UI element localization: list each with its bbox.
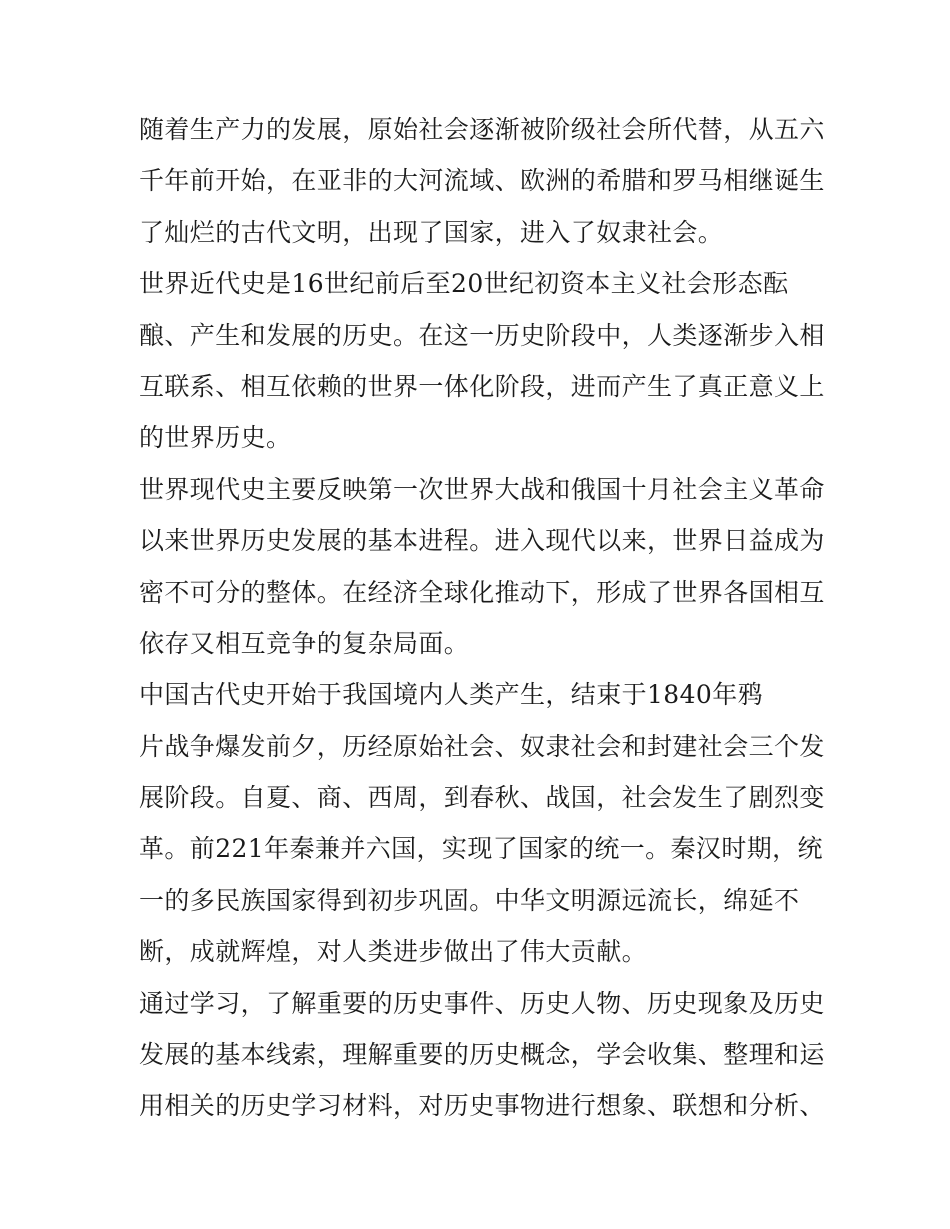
text-line: 世界近代史是16世纪前后至20世纪初资本主义社会形态酝 bbox=[139, 269, 789, 299]
text-line: 通过学习，了解重要的历史事件、历史人物、历史现象及历史 bbox=[139, 988, 825, 1018]
document-body bbox=[139, 104, 829, 1132]
text-line: 的世界历史。 bbox=[139, 423, 292, 453]
text-line: 展阶段。自夏、商、西周，到春秋、战国，社会发生了剧烈变 bbox=[139, 783, 825, 813]
text-line: 世界现代史主要反映第一次世界大战和俄国十月社会主义革命 bbox=[139, 474, 825, 504]
text-line: 了灿烂的古代文明，出现了国家，进入了奴隶社会。 bbox=[139, 217, 724, 247]
text-line: 断，成就辉煌，对人类进步做出了伟大贡献。 bbox=[139, 937, 648, 967]
text-line: 用相关的历史学习材料，对历史事物进行想象、联想和分析、 bbox=[139, 1091, 825, 1121]
text-line: 发展的基本线索，理解重要的历史概念，学会收集、整理和运 bbox=[139, 1040, 825, 1070]
text-line: 千年前开始，在亚非的大河流域、欧洲的希腊和罗马相继诞生 bbox=[139, 166, 825, 196]
text-line: 中国古代史开始于我国境内人类产生，结束于1840年鸦 bbox=[139, 680, 764, 710]
text-line: 互联系、相互依赖的世界一体化阶段，进而产生了真正意义上 bbox=[139, 371, 825, 401]
text-line: 以来世界历史发展的基本进程。进入现代以来，世界日益成为 bbox=[139, 526, 825, 556]
text-line: 密不可分的整体。在经济全球化推动下，形成了世界各国相互 bbox=[139, 577, 825, 607]
text-line: 革。前221年秦兼并六国，实现了国家的统一。秦汉时期，统 bbox=[139, 834, 823, 864]
text-line: 依存又相互竞争的复杂局面。 bbox=[139, 628, 470, 658]
text-line: 酿、产生和发展的历史。在这一历史阶段中，人类逐渐步入相 bbox=[139, 320, 825, 350]
text-line: 一的多民族国家得到初步巩固。中华文明源远流长，绵延不 bbox=[139, 885, 800, 915]
text-line: 片战争爆发前夕，历经原始社会、奴隶社会和封建社会三个发 bbox=[139, 731, 825, 761]
text-line: 随着生产力的发展，原始社会逐渐被阶级社会所代替，从五六 bbox=[139, 115, 825, 144]
